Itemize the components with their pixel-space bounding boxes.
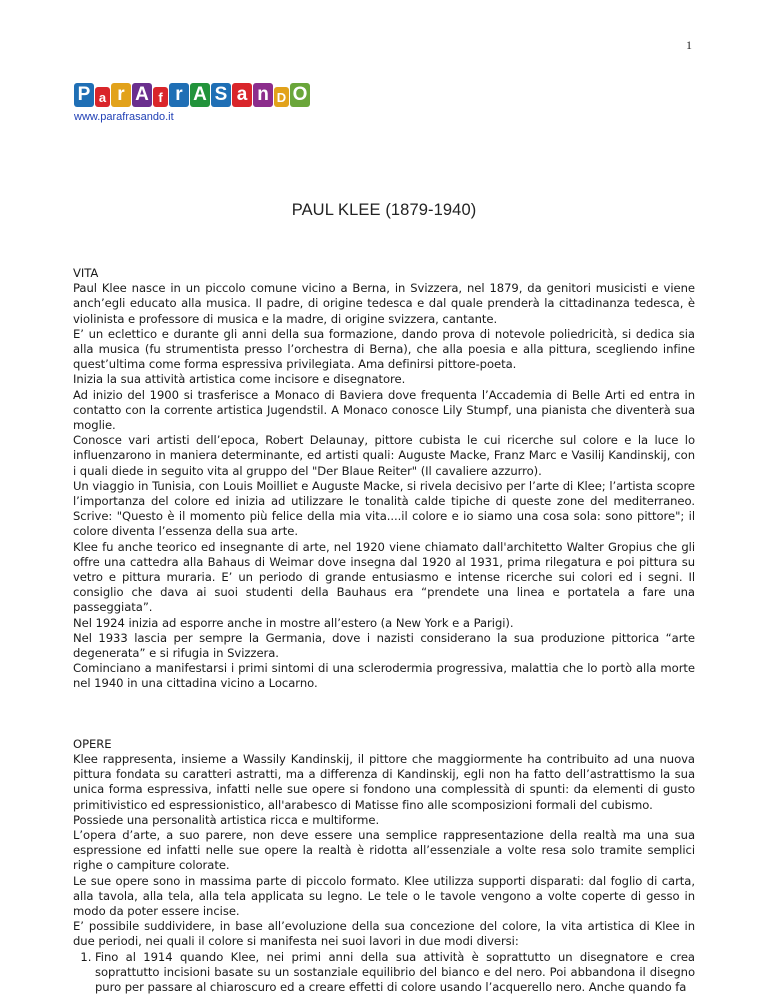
paragraph: Paul Klee nasce in un piccolo comune vicino a Berna, in Svizzera, nel 1879, da genitori musicisti e viene anch’egli educato alla musica. Il padre, di origine tedesca e dal quale prenderà la cittadinanza tedesca, è violinista e professore di musica e la madre, di origine svizzera, cantante. bbox=[73, 281, 695, 326]
paragraph: Klee rappresenta, insieme a Wassily Kandinskij, il pittore che maggiormente ha contribuito ad una nuova pittura fondata su caratteri astratti, ma a differenza di Kandinskij, egli non ha fatto dell’astrattismo la sua unica forma espressiva, infatti nelle sue opere si fondono una complessità di spunti: da elementi di gusto primitivistico ed espressionistico, all'arabesco di Matisse fino alle scomposizioni formali del cubismo. bbox=[73, 751, 695, 812]
document-body bbox=[73, 266, 695, 995]
logo-letter-tile: S bbox=[211, 83, 231, 107]
list-item: 1. Fino al 1914 quando Klee, nei primi anni della sua attività è soprattutto un disegnatore e crea soprattutto incisioni basate su un sostanziale equilibrio del bianco e del nero. Poi abbandona il disegno puro per passare al chiaroscuro ed a creare effetti di colore usando l’acquerello nero. Anche quando fa bbox=[95, 950, 695, 995]
paragraph: Klee fu anche teorico ed insegnante di arte, nel 1920 viene chiamato dall'architetto Walter Gropius che gli offre una cattedra alla Bahaus di Weimar dove insegna dal 1920 al 1931, prima rilegatura e poi pittura su vetro e pittura muraria. E’ un periodo di grande entusiasmo e intense ricerche sui colori ed i segni. Il consiglio che dava ai suoi studenti della Bauhaus era “prendete una linea e portatela a fare una passeggiata”. bbox=[73, 539, 695, 615]
section-heading-opere: OPERE bbox=[73, 736, 112, 751]
periods-list bbox=[73, 950, 695, 995]
logo-letter-tile: r bbox=[111, 83, 131, 107]
paragraph: E’ possibile suddividere, in base all’evoluzione della sua concezione del colore, la vita artistica di Klee in due periodi, nei quali il colore si manifesta nei suoi lavori in due modi diversi: bbox=[73, 919, 695, 949]
document-title: PAUL KLEE (1879-1940) bbox=[291, 201, 477, 219]
paragraph: Conosce vari artisti dell’epoca, Robert Delaunay, pittore cubista le cui ricerche sul colore e la luce lo influenzarono in maniera determinante, ed artisti quali: Auguste Macke, Franz Marc e Vasilij Kandinskij, con i quali diede in seguito vita al gruppo del "Der Blaue Reiter" (Il cavaliere azzurro). bbox=[73, 433, 695, 478]
paragraph: Ad inizio del 1900 si trasferisce a Monaco di Baviera dove frequenta l’Accademia di Belle Arti ed entra in contatto con la corrente artistica Jugendstil. A Monaco conosce Lily Stumpf, una pianista che diventerà sua moglie. bbox=[73, 387, 695, 433]
logo-letter-tile: n bbox=[253, 83, 273, 107]
logo-letter-tile: a bbox=[95, 87, 110, 107]
paragraph: Nel 1933 lascia per sempre la Germania, dove i nazisti considerano la sua produzione pittorica “arte degenerata” e si rifugia in Svizzera. bbox=[73, 630, 695, 661]
parafrasando-logo[interactable] bbox=[74, 83, 311, 107]
logo-letter-tile: f bbox=[153, 87, 168, 107]
paragraph: L’opera d’arte, a suo parere, non deve essere una semplice rappresentazione della realtà ma una sua espressione ed infatti nelle sue opere la realtà è ridotta all’essenziale a volte resa solo tramite semplici righe o campiture colorate. bbox=[73, 827, 695, 873]
logo-letter-tile: D bbox=[274, 87, 289, 107]
logo-letter-tile: a bbox=[232, 83, 252, 107]
opere-section bbox=[73, 752, 695, 950]
section-heading-vita: VITA bbox=[73, 266, 99, 280]
paragraph: Un viaggio in Tunisia, con Louis Moilliet e Auguste Macke, si rivela decisivo per l’arte di Klee; l’artista scopre l’importanza del colore ed inizia ad utilizzare le tonalità calde tipiche di queste zone del mediterraneo. Scrive: "Questo è il momento più felice della mia vita....il colore e io siamo una cosa sola: sono pittore"; il colore diventa l’essenza della sua arte. bbox=[73, 478, 695, 539]
vita-section bbox=[73, 281, 695, 691]
logo-letter-tile: A bbox=[132, 83, 152, 107]
paragraph: Possiede una personalità artistica ricca e multiforme. bbox=[73, 812, 380, 827]
logo-letter-tile: r bbox=[169, 83, 189, 107]
paragraph: Cominciano a manifestarsi i primi sintomi di una sclerodermia progressiva, malattia che lo portò alla morte nel 1940 in una cittadina vicino a Locarno. bbox=[73, 661, 695, 691]
logo-letter-tile: A bbox=[190, 83, 210, 107]
site-url-link[interactable]: www.parafrasando.it bbox=[74, 111, 174, 123]
logo-letter-tile: P bbox=[74, 83, 94, 107]
logo-letter-tile: O bbox=[290, 83, 310, 107]
paragraph: Nel 1924 inizia ad esporre anche in mostre all’estero (a New York e a Parigi). bbox=[73, 615, 514, 630]
paragraph: Le sue opere sono in massima parte di piccolo formato. Klee utilizza supporti disparati: dal foglio di carta, alla tavola, alla tela, alla tela applicata su legno. Le tele o le tavole vengono a volte coperte di gesso in modo da poter essere incise. bbox=[73, 873, 695, 918]
page-number: 1 bbox=[686, 38, 692, 52]
paragraph: Inizia la sua attività artistica come incisore e disegnatore. bbox=[73, 372, 406, 387]
paragraph: E’ un eclettico e durante gli anni della sua formazione, dando prova di notevole poliedricità, si dedica sia alla musica (fu strumentista presso l’orchestra di Berna), che alla poesia e alla pittura, scegliendo infine quest’ultima come forma espressiva privilegiata. Ama definirsi pittore-poeta. bbox=[73, 326, 695, 372]
